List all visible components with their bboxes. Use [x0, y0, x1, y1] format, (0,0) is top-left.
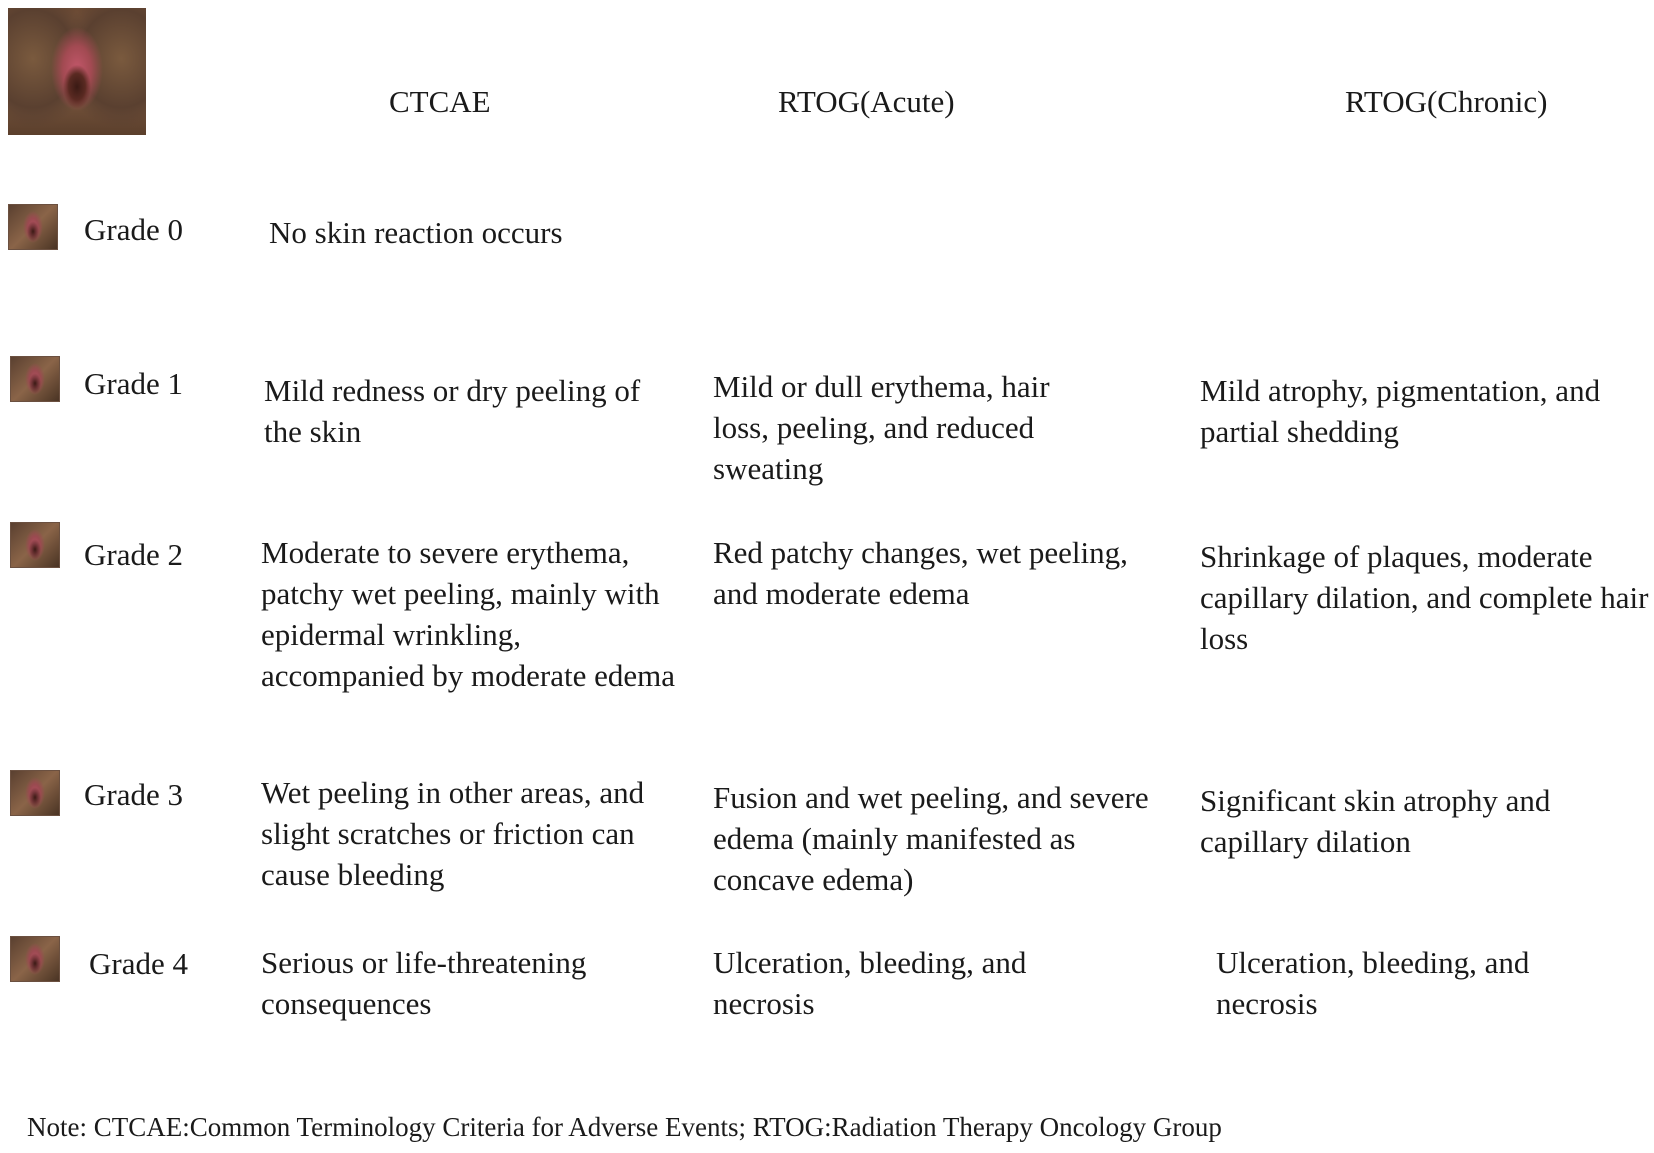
grade-3-thumbnail [10, 770, 60, 816]
grade-1-rtog-chronic: Mild atrophy, pigmentation, and partial shedding [1200, 373, 1601, 449]
grade-0-thumbnail [8, 204, 58, 250]
grade-1-thumbnail [10, 356, 60, 402]
grade-3-ctcae: Wet peeling in other areas, and slight scratches or friction can cause bleeding [261, 775, 645, 892]
grade-3-rtog-chronic: Significant skin atrophy and capillary dilation [1200, 783, 1551, 859]
grade-1-ctcae: Mild redness or dry peeling of the skin [264, 373, 641, 449]
grade-4-rtog-chronic: Ulceration, bleeding, and necrosis [1216, 945, 1530, 1021]
grade-1-rtog-acute: Mild or dull erythema, hair loss, peeling, and reduced sweating [713, 369, 1050, 486]
header-rtog-acute: RTOG(Acute) [778, 84, 955, 119]
footnote: Note: CTCAE:Common Terminology Criteria for Adverse Events; RTOG:Radiation Therapy Oncology Group [27, 1112, 1222, 1142]
grade-4-rtog-acute: Ulceration, bleeding, and necrosis [713, 945, 1027, 1021]
grade-2-label: Grade 2 [84, 537, 183, 572]
grade-4-ctcae: Serious or life-threatening consequences [261, 945, 587, 1021]
grade-0-ctcae: No skin reaction occurs [269, 215, 563, 250]
clinical-photo [8, 8, 146, 135]
grade-3-label: Grade 3 [84, 777, 183, 812]
grade-2-rtog-chronic: Shrinkage of plaques, moderate capillary dilation, and complete hair loss [1200, 539, 1649, 656]
grade-4-label: Grade 4 [89, 946, 188, 981]
header-ctcae: CTCAE [389, 84, 491, 119]
grade-4-thumbnail [10, 936, 60, 982]
grade-1-label: Grade 1 [84, 366, 183, 401]
header-rtog-chronic: RTOG(Chronic) [1345, 84, 1548, 119]
grade-3-rtog-acute: Fusion and wet peeling, and severe edema (mainly manifested as concave edema) [713, 780, 1149, 897]
grade-2-thumbnail [10, 522, 60, 568]
grade-0-label: Grade 0 [84, 212, 183, 247]
grade-2-ctcae: Moderate to severe erythema, patchy wet peeling, mainly with epidermal wrinkling, accompanied by moderate edema [261, 535, 675, 693]
grade-2-rtog-acute: Red patchy changes, wet peeling, and moderate edema [713, 535, 1128, 611]
